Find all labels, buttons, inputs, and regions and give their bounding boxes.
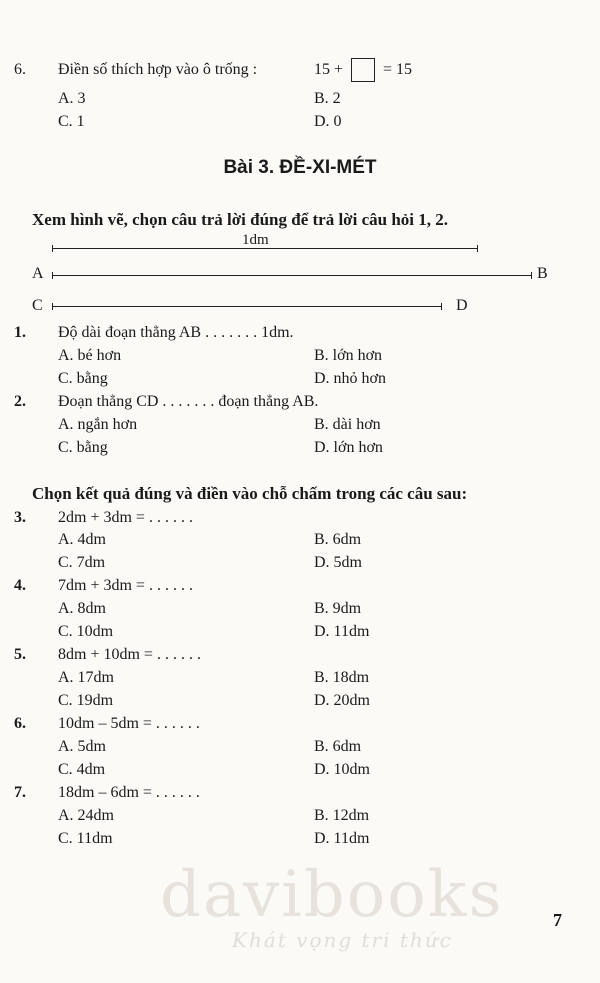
- unit-segment-end-tick: [477, 245, 478, 252]
- q1-option-a: A. bé hơn: [58, 347, 122, 364]
- q4-option-d: D. 11dm: [314, 623, 370, 640]
- figure-instruction: Xem hình vẽ, chọn câu trả lời đúng để trả lời câu hỏi 1, 2.: [32, 210, 448, 229]
- q5-option-d: D. 20dm: [314, 692, 370, 709]
- q7-option-b: B. 12dm: [314, 807, 370, 824]
- q7-option-d: D. 11dm: [314, 830, 370, 847]
- q6-option-d: D. 10dm: [314, 761, 370, 778]
- q1-option-c: C. bằng: [58, 370, 108, 387]
- q2-number: 2.: [14, 393, 26, 410]
- q2-option-a: A. ngắn hơn: [58, 416, 138, 433]
- q3-text: 2dm + 3dm = . . . . . .: [58, 509, 193, 526]
- q6-option-b: B. 6dm: [314, 738, 362, 755]
- q3-option-c: C. 7dm: [58, 554, 106, 571]
- segment-ab-end-tick: [531, 272, 532, 279]
- q1-text: Độ dài đoạn thẳng AB . . . . . . . 1dm.: [58, 324, 294, 341]
- expr-right: = 15: [383, 61, 413, 78]
- instruction-2: Chọn kết quả đúng và điền vào chỗ chấm trong các câu sau:: [32, 484, 468, 503]
- label-b: B: [537, 265, 548, 282]
- q2-text: Đoạn thẳng CD . . . . . . . đoạn thẳng AB.: [58, 393, 319, 410]
- q5-option-a: A. 17dm: [58, 669, 114, 686]
- segment-ab-line: [52, 275, 532, 276]
- q2-option-c: C. bằng: [58, 439, 108, 456]
- q4-option-b: B. 9dm: [314, 600, 362, 617]
- q4-number: 4.: [14, 577, 26, 594]
- q3-option-a: A. 4dm: [58, 531, 106, 548]
- unit-label: 1dm: [242, 232, 269, 248]
- q5-number: 5.: [14, 646, 26, 663]
- unit-segment-line: [52, 248, 478, 249]
- q2-option-b: B. dài hơn: [314, 416, 381, 433]
- q3-option-d: D. 5dm: [314, 554, 362, 571]
- q1-number: 1.: [14, 324, 26, 341]
- answer-blank-box[interactable]: [351, 58, 375, 82]
- top-option-d: D. 0: [314, 113, 342, 130]
- q5-option-c: C. 19dm: [58, 692, 114, 709]
- q2-option-d: D. lớn hơn: [314, 439, 383, 456]
- top-question-expression: [314, 58, 412, 82]
- top-question-prompt: Điền số thích hợp vào ô trống :: [58, 61, 258, 78]
- q1-option-d: D. nhỏ hơn: [314, 370, 387, 387]
- q3-number: 3.: [14, 509, 26, 526]
- segment-cd-line: [52, 306, 442, 307]
- q7-option-c: C. 11dm: [58, 830, 113, 847]
- q3-option-b: B. 6dm: [314, 531, 362, 548]
- label-a: A: [32, 265, 44, 282]
- q6-text: 10dm – 5dm = . . . . . .: [58, 715, 200, 732]
- page-number: 7: [553, 910, 562, 930]
- q5-text: 8dm + 10dm = . . . . . .: [58, 646, 201, 663]
- q4-option-c: C. 10dm: [58, 623, 114, 640]
- watermark-tagline: Khát vọng tri thức: [232, 928, 453, 952]
- label-d: D: [456, 297, 468, 314]
- segment-cd-end-tick: [441, 303, 442, 310]
- q6-option-a: A. 5dm: [58, 738, 106, 755]
- top-option-c: C. 1: [58, 113, 85, 130]
- top-option-a: A. 3: [58, 90, 86, 107]
- q4-text: 7dm + 3dm = . . . . . .: [58, 577, 193, 594]
- q4-option-a: A. 8dm: [58, 600, 106, 617]
- watermark-brand: davibooks: [160, 858, 504, 932]
- q7-option-a: A. 24dm: [58, 807, 114, 824]
- q6-number: 6.: [14, 715, 26, 732]
- top-question-number: 6.: [14, 61, 26, 78]
- label-c: C: [32, 297, 43, 314]
- top-option-b: B. 2: [314, 90, 341, 107]
- q5-option-b: B. 18dm: [314, 669, 370, 686]
- q1-option-b: B. lớn hơn: [314, 347, 383, 364]
- q7-text: 18dm – 6dm = . . . . . .: [58, 784, 200, 801]
- q6-option-c: C. 4dm: [58, 761, 106, 778]
- q7-number: 7.: [14, 784, 26, 801]
- expr-left: 15 +: [314, 61, 344, 78]
- section-title: Bài 3. ĐỀ-XI-MÉT: [223, 157, 377, 178]
